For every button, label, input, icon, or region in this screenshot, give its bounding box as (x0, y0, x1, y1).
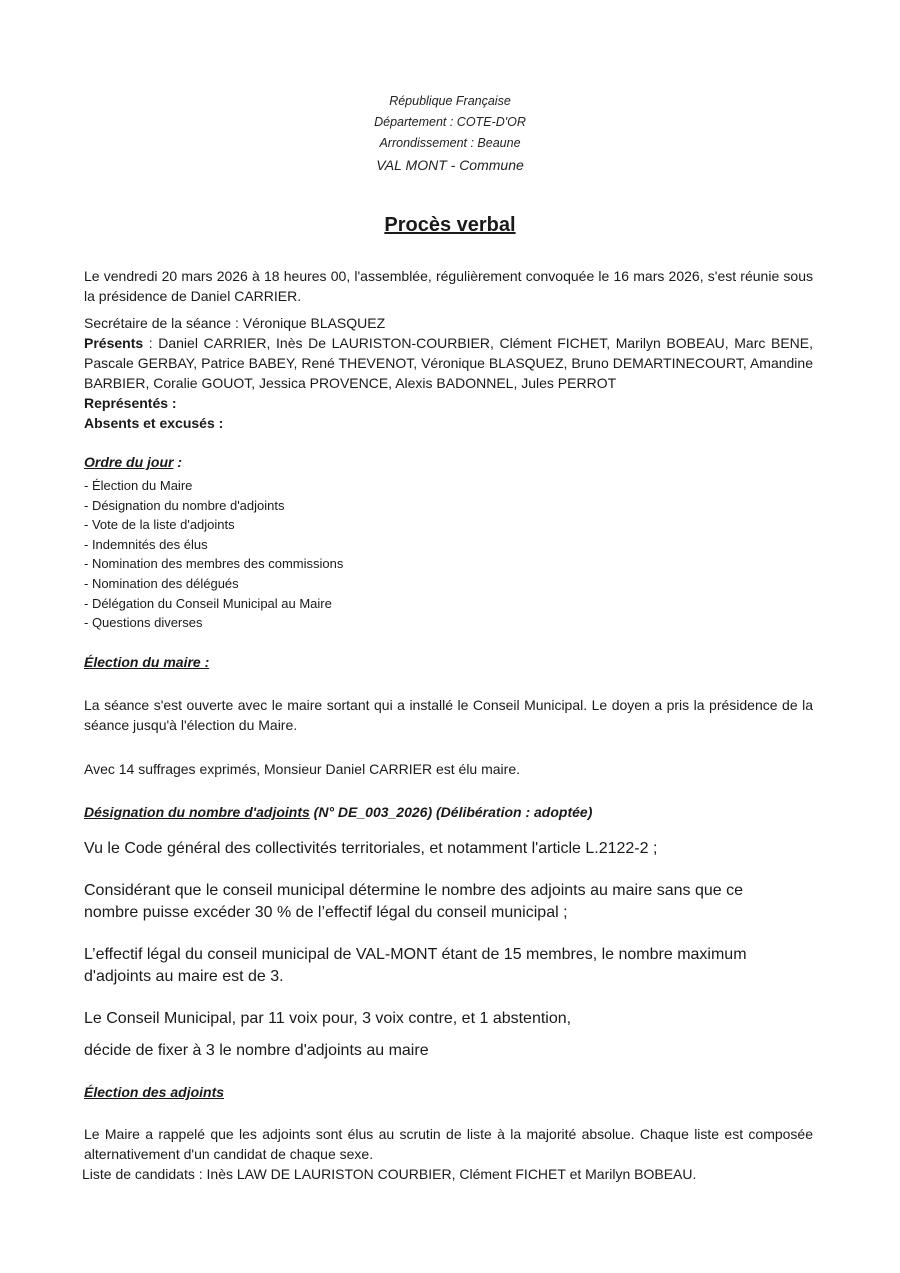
designation-decision: décide de fixer à 3 le nombre d'adjoints au maire (84, 1042, 429, 1059)
ordre-heading-tail: : (173, 454, 183, 470)
presents-paragraph (84, 333, 813, 393)
election-maire-result: Avec 14 suffrages exprimés, Monsieur Daniel CARRIER est élu maire. (84, 761, 520, 777)
agenda-list (84, 476, 813, 633)
designation-heading-tail: (N° DE_003_2026) (Délibération : adoptée) (309, 804, 593, 820)
agenda-item: - Désignation du nombre d'adjoints (84, 497, 285, 513)
designation-vu: Vu le Code général des collectivités territoriales, et notamment l'article L.2122-2 ; (84, 840, 658, 857)
election-maire-heading-text: Élection du maire : (84, 654, 210, 670)
header-departement: Département : COTE-D'OR (374, 115, 526, 129)
agenda-item: - Élection du Maire (84, 478, 193, 493)
header-arrondissement: Arrondissement : Beaune (379, 136, 521, 150)
designation-heading (84, 802, 813, 822)
presents-label: Présents (84, 335, 144, 351)
ordre-du-jour-heading (84, 452, 813, 472)
election-adjoints-paragraph: Le Maire a rappelé que les adjoints sont élus au scrutin de liste à la majorité absolue. Chaque liste est composée alternativement d'un candidat de chaque sexe. (84, 1126, 813, 1162)
intro-paragraph: Le vendredi 20 mars 2026 à 18 heures 00, l'assemblée, régulièrement convoquée le 16 mars 2026, s'est réunie sous la présidence de Daniel CARRIER. (84, 268, 813, 304)
designation-considerant: Considérant que le conseil municipal détermine le nombre des adjoints au maire sans que ce nombre puisse excéder 30 % de l’effectif légal du conseil municipal ; (84, 882, 744, 921)
header-commune: VAL MONT - Commune (376, 157, 524, 173)
agenda-item: - Vote de la liste d'adjoints (84, 517, 235, 533)
page-title: Procès verbal (384, 214, 516, 236)
agenda-item: - Questions diverses (84, 615, 203, 631)
representes-line: Représentés : (84, 395, 177, 411)
election-maire-heading (84, 652, 813, 672)
election-adjoints-heading (84, 1082, 813, 1102)
document-header (0, 91, 900, 175)
designation-vote: Le Conseil Municipal, par 11 voix pour, 3 voix contre, et 1 abstention, (84, 1010, 572, 1027)
election-adjoints-heading-text: Élection des adjoints (84, 1084, 225, 1100)
designation-heading-text: Désignation du nombre d'adjoints (84, 804, 310, 820)
absents-line: Absents et excusés : (84, 415, 224, 431)
header-republique: République Française (389, 94, 511, 108)
agenda-item: - Nomination des membres des commissions (84, 556, 344, 572)
election-maire-paragraph: La séance s'est ouverte avec le maire sortant qui a installé le Conseil Municipal. Le doyen a pris la présidence de la séance jusqu'à l'élection du Maire. (84, 697, 813, 733)
agenda-item: - Nomination des délégués (84, 575, 239, 591)
presents-list: : Daniel CARRIER, Inès De LAURISTON-COURBIER, Clément FICHET, Marilyn BOBEAU, Marc BENE, Pascale GERBAY, Patrice BABEY, René THEVENOT, Véronique BLASQUEZ, Bruno DEMARTINECOURT, Amandine BARBIER, Coralie GOUOT, Jessica PROVENCE, Alexis BADONNEL, Jules PERROT (84, 335, 813, 391)
ordre-heading-text: Ordre du jour (84, 454, 174, 470)
secretaire-line: Secrétaire de la séance : Véronique BLASQUEZ (84, 315, 386, 331)
designation-effectif: L’effectif légal du conseil municipal de VAL-MONT étant de 15 membres, le nombre maximum d'adjoints au maire est de 3. (84, 946, 747, 985)
agenda-item: - Délégation du Conseil Municipal au Maire (84, 595, 332, 611)
liste-candidats: Liste de candidats : Inès LAW DE LAURISTON COURBIER, Clément FICHET et Marilyn BOBEAU. (82, 1166, 697, 1182)
agenda-item: - Indemnités des élus (84, 536, 208, 552)
